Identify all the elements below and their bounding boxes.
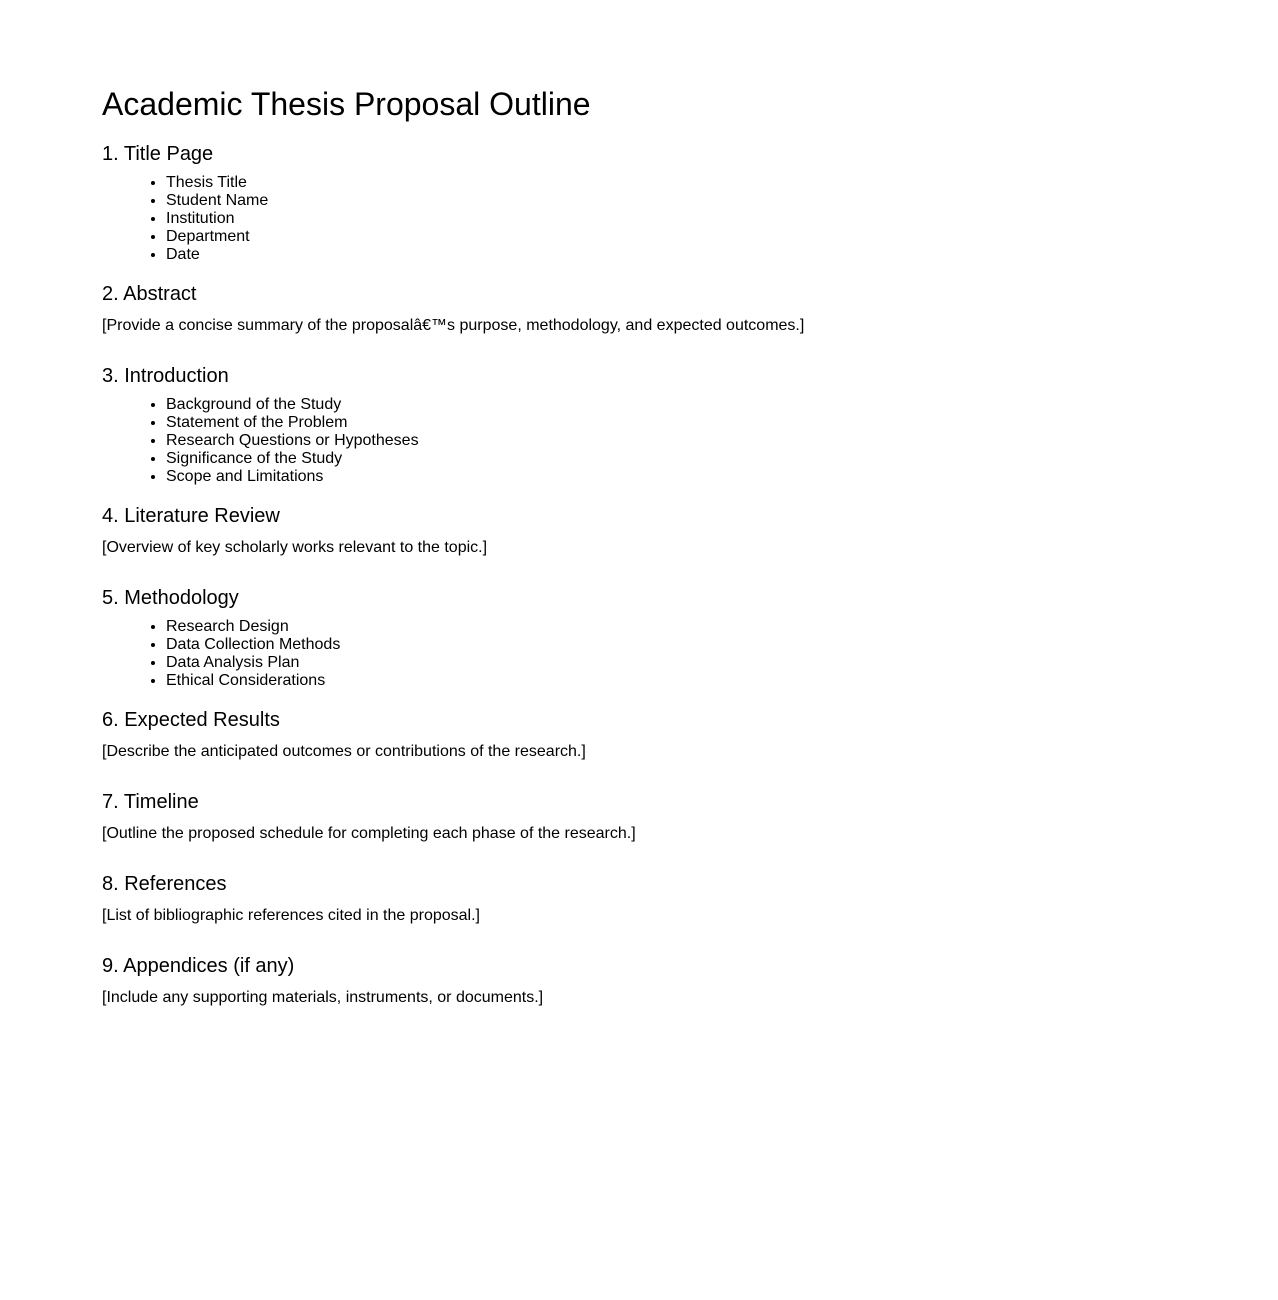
section-text: [Describe the anticipated outcomes or contributions of the research.] (102, 743, 586, 760)
section-title-page (102, 141, 1278, 264)
bullet-list (102, 396, 1278, 486)
section-text: [List of bibliographic references cited in the proposal.] (102, 907, 480, 924)
section-text: [Include any supporting materials, instruments, or documents.] (102, 989, 544, 1006)
section-introduction (102, 363, 1278, 486)
list-item: • Department (166, 228, 1278, 246)
section-heading: 9. Appendices (if any) (102, 955, 295, 977)
section-heading: 4. Literature Review (102, 505, 280, 527)
section-heading: 8. References (102, 873, 227, 895)
list-item: • Scope and Limitations (166, 468, 1278, 486)
section-text: [Overview of key scholarly works relevant to the topic.] (102, 539, 488, 556)
section-heading: 7. Timeline (102, 791, 199, 813)
list-item: • Date (166, 246, 1278, 264)
list-item: • Research Questions or Hypotheses (166, 432, 1278, 450)
section-appendices (102, 953, 1278, 1008)
section-literature-review (102, 503, 1278, 558)
list-item: • Statement of the Problem (166, 414, 1278, 432)
section-heading: 2. Abstract (102, 283, 197, 305)
list-item: • Institution (166, 210, 1278, 228)
section-heading: 5. Methodology (102, 587, 239, 609)
bullet-list (102, 174, 1278, 264)
list-item: • Significance of the Study (166, 450, 1278, 468)
section-references (102, 871, 1278, 926)
section-heading: 6. Expected Results (102, 709, 280, 731)
list-item: • Research Design (166, 618, 1278, 636)
list-item: • Student Name (166, 192, 1278, 210)
section-text: [Outline the proposed schedule for completing each phase of the research.] (102, 825, 636, 842)
section-expected-results (102, 707, 1278, 762)
list-item: • Data Analysis Plan (166, 654, 1278, 672)
section-heading: 3. Introduction (102, 365, 229, 387)
page-title: Academic Thesis Proposal Outline (102, 86, 591, 122)
list-item: • Data Collection Methods (166, 636, 1278, 654)
section-abstract (102, 281, 1278, 336)
section-methodology (102, 585, 1278, 690)
section-heading: 1. Title Page (102, 143, 214, 165)
bullet-list (102, 618, 1278, 690)
section-timeline (102, 789, 1278, 844)
list-item: • Ethical Considerations (166, 672, 1278, 690)
list-item: • Background of the Study (166, 396, 1278, 414)
section-text: [Provide a concise summary of the proposalâ€™s purpose, methodology, and expected outcomes.] (102, 317, 805, 334)
list-item: • Thesis Title (166, 174, 1278, 192)
